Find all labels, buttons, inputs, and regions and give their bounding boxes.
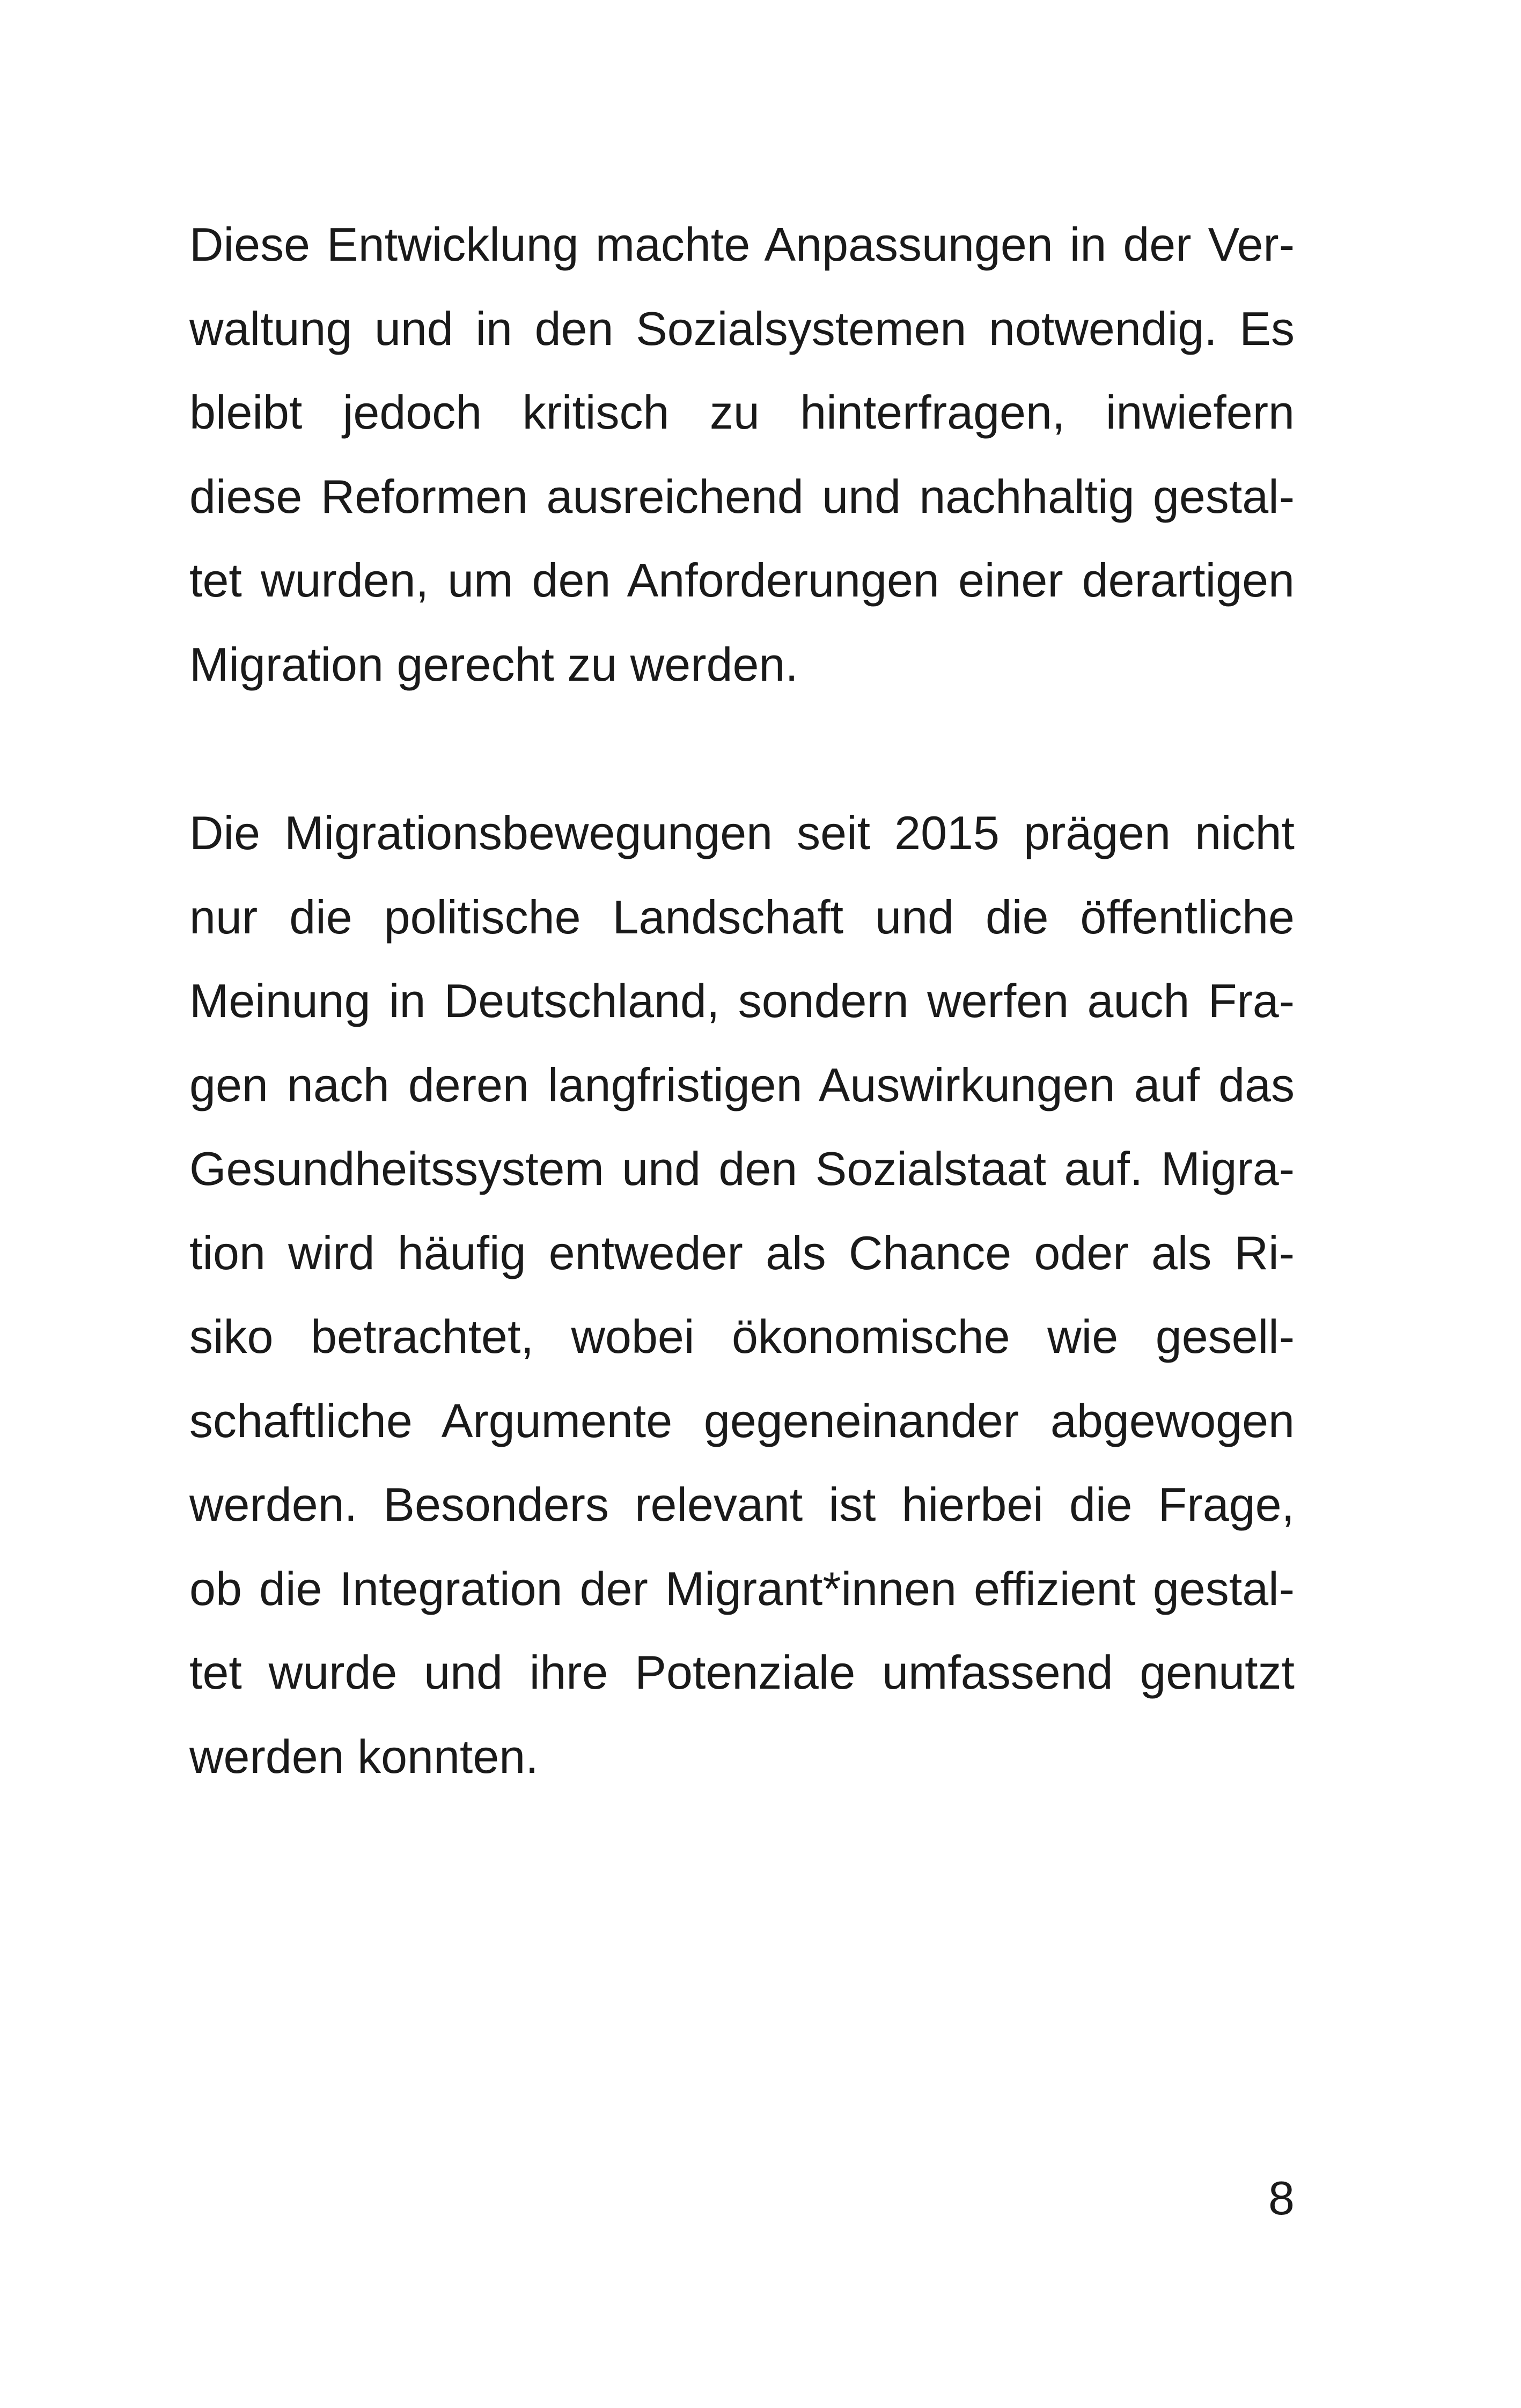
text-line: bleibt jedoch kritisch zu hinterfragen, inwiefern	[189, 386, 1295, 439]
text-line: tet wurde und ihre Potenziale umfassend genutzt	[189, 1646, 1295, 1699]
text-line: ob die Integration der Migrant*innen effizient gestal-	[189, 1562, 1295, 1615]
text-line: waltung und in den Sozialsystemen notwendig. Es	[189, 301, 1295, 355]
text-line: Diese Entwicklung machte Anpassungen in der Ver-	[189, 218, 1295, 271]
paragraph	[189, 203, 1295, 706]
text-line: werden konnten.	[189, 1729, 539, 1783]
text-line: diese Reformen ausreichend und nachhaltig gestal-	[189, 469, 1295, 523]
text-line: Gesundheitssystem und den Sozialstaat auf. Migra-	[189, 1142, 1295, 1195]
text-line: Meinung in Deutschland, sondern werfen auch Fra-	[189, 974, 1295, 1027]
text-line: werden. Besonders relevant ist hierbei die Frage,	[189, 1478, 1295, 1531]
text-line: siko betrachtet, wobei ökonomische wie gesell-	[189, 1310, 1295, 1363]
text-line: Migration gerecht zu werden.	[189, 637, 798, 691]
text-line: schaftliche Argumente gegeneinander abgewogen	[189, 1394, 1295, 1447]
text-line: nur die politische Landschaft und die öffentliche	[189, 890, 1295, 944]
paragraph	[189, 791, 1295, 1799]
text-line: gen nach deren langfristigen Auswirkungen auf das	[189, 1058, 1295, 1111]
text-line: tet wurden, um den Anforderungen einer derartigen	[189, 554, 1295, 607]
text-line: tion wird häufig entweder als Chance oder als Ri-	[189, 1226, 1295, 1279]
text-line: Die Migrationsbewegungen seit 2015 prägen nicht	[189, 806, 1295, 859]
page-number: 8	[1268, 2171, 1295, 2225]
